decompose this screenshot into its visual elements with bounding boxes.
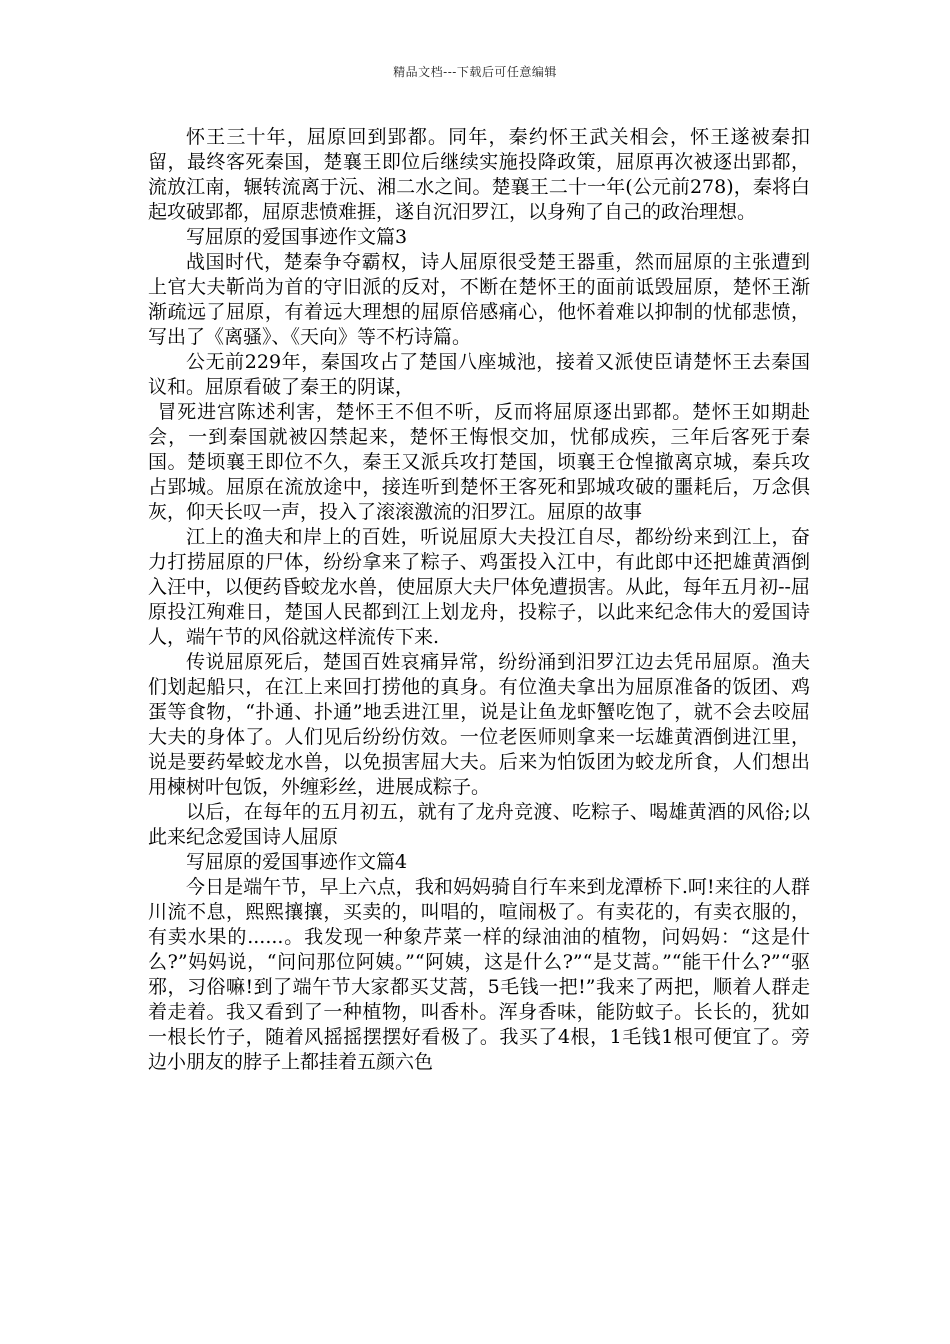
section-heading-4: 写屈原的爱国事迹作文篇4 (186, 851, 408, 873)
section-heading-3: 写屈原的爱国事迹作文篇3 (186, 226, 408, 248)
paragraph-7: 以后，在每年的五月初五，就有了龙舟竞渡、吃粽子、喝雄黄酒的风俗;以此来纪念爱国诗人屈原 (148, 801, 810, 848)
document-body (148, 125, 810, 1075)
paragraph-1: 怀王三十年，屈原回到郢都。同年，秦约怀王武关相会，怀王遂被秦扣留，最终客死秦国，楚襄王即位后继续实施投降政策，屈原再次被逐出郢都，流放江南，辗转流离于沅、湘二水之间。楚襄王二十一年(公元前278)，秦将白起攻破郢都，屈原悲愤难捱，遂自沉汨罗江，以身殉了自己的政治理想。 (148, 126, 810, 223)
paragraph-4: 冒死进宫陈述利害，楚怀王不但不听，反而将屈原逐出郢都。楚怀王如期赴会，一到秦国就被囚禁起来，楚怀王悔恨交加，忧郁成疾，三年后客死于秦国。楚顷襄王即位不久，秦王又派兵攻打楚国，顷襄王仓惶撤离京城，秦兵攻占郢城。屈原在流放途中，接连听到楚怀王客死和郢城攻破的噩耗后，万念俱灰，仰天长叹一声，投入了滚滚激流的汨罗江。屈原的故事 (148, 401, 810, 523)
page-header: 精品文档---下载后可任意编辑 (393, 65, 557, 79)
paragraph-8: 今日是端午节，早上六点，我和妈妈骑自行车来到龙潭桥下.呵!来往的人群川流不息，熙熙攘攘，买卖的，叫唱的，喧闹极了。有卖花的，有卖衣服的，有卖水果的......。我发现一种象芹菜一样的绿油油的植物，问妈妈：“这是什么?”妈妈说，“问问那位阿姨。”“阿姨，这是什么?”“是艾蒿。”“能干什么?”“驱邪，习俗嘛!到了端午节大家都买艾蒿，5毛钱一把!”我来了两把，顺着人群走着走着。我又看到了一种植物，叫香朴。浑身香味，能防蚊子。长长的，犹如一根长竹子，随着风摇摇摆摆好看极了。我买了4根，1毛钱1根可便宜了。旁边小朋友的脖子上都挂着五颜六色 (148, 876, 810, 1073)
paragraph-6: 传说屈原死后，楚国百姓哀痛异常，纷纷涌到汨罗江边去凭吊屈原。渔夫们划起船只，在江上来回打捞他的真身。有位渔夫拿出为屈原准备的饭团、鸡蛋等食物，“扑通、扑通”地丢进江里，说是让鱼龙虾蟹吃饱了，就不会去咬屈大夫的身体了。人们见后纷纷仿效。一位老医师则拿来一坛雄黄酒倒进江里，说是要药晕蛟龙水兽，以免损害屈大夫。后来为怕饭团为蛟龙所食，人们想出用楝树叶包饭，外缠彩丝，进展成粽子。 (148, 651, 810, 798)
paragraph-2: 战国时代，楚秦争夺霸权，诗人屈原很受楚王器重，然而屈原的主张遭到上官大夫靳尚为首的守旧派的反对，不断在楚怀王的面前诋毁屈原，楚怀王渐渐疏远了屈原，有着远大理想的屈原倍感痛心，他怀着难以抑制的忧郁悲愤，写出了《离骚》、《天向》等不朽诗篇。 (148, 251, 810, 348)
paragraph-5: 江上的渔夫和岸上的百姓，听说屈原大夫投江自尽，都纷纷来到江上，奋力打捞屈原的尸体，纷纷拿来了粽子、鸡蛋投入江中，有此郎中还把雄黄酒倒入汪中，以便药昏蛟龙水兽，使屈原大夫尸体免遭损害。从此，每年五月初--屈原投江殉难日，楚国人民都到江上划龙舟，投粽子，以此来纪念伟大的爱国诗人，端午节的风俗就这样流传下来. (148, 526, 810, 648)
paragraph-3: 公无前229年，秦国攻占了楚国八座城池，接着又派使臣请楚怀王去秦国议和。屈原看破了秦王的阴谋， (148, 351, 810, 398)
